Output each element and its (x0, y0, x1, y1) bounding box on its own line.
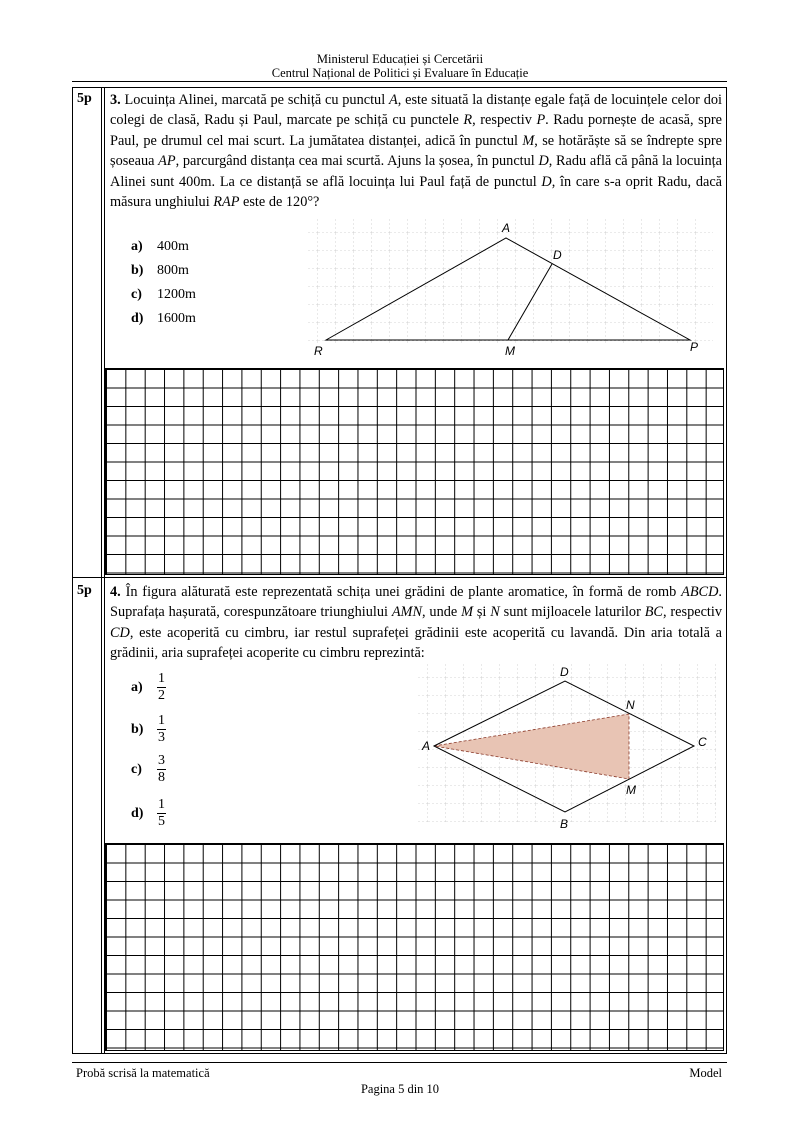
label-c: C (698, 735, 707, 749)
footer-right: Model (689, 1066, 722, 1080)
label-m: M (505, 344, 515, 358)
q4-option-b[interactable]: b) $\frac{1}{3}$ (131, 713, 165, 745)
q4-option-c[interactable]: c) $\frac{3}{8}$ (131, 753, 165, 785)
q4-option-d[interactable]: d) $\frac{1}{5}$ (131, 797, 165, 829)
label-p: P (690, 340, 699, 354)
header-ministry: Ministerul Educației și Cercetării (316, 52, 484, 66)
label-m: M (626, 783, 636, 797)
label-a: A (502, 221, 511, 235)
question-4-number: 4. (110, 584, 121, 600)
q4-option-a[interactable]: a) $\frac{1}{2}$ (131, 671, 165, 703)
footer-left: Probă scrisă la matematică (76, 1066, 210, 1080)
q4-answer-grid[interactable] (105, 843, 724, 1051)
label-b: B (560, 817, 569, 831)
q3-figure-grid (308, 217, 713, 345)
label-n: N (626, 698, 635, 712)
points-divider (101, 87, 102, 578)
question-4-points: 5p (77, 583, 92, 598)
question-3-points: 5p (77, 91, 92, 106)
question-3-text: 3. Locuința Alinei, marcată pe schiță cu punctul A, este situată la distanțe egale față de locuințele celor doi colegi de clasă, Radu și Paul, marcate pe schiță cu punctele R, respectiv P. Radu pornește de acasă, spre Paul, pe drumul cel mai scurt. La jumătatea distanței, adică în punctul M, se hotărăște să se îndrepte spre șoseaua AP, parcurgând distanța cea mai scurtă. Ajuns la șosea, în punctul D, Radu află că până la locuința Alinei sunt 400m. La ce distanță se află locuința lui Paul față de punctul D, în care s-a oprit Radu, dacă măsura unghiului RAP este de 120°? (110, 92, 723, 211)
question-3-number: 3. (110, 92, 121, 108)
footer-rule (72, 1062, 727, 1063)
q3-option-b[interactable]: b) 800m (131, 263, 189, 278)
q3-option-a[interactable]: a) 400m (131, 239, 189, 254)
q4-figure (410, 660, 720, 835)
q3-option-d[interactable]: d) 1600m (131, 311, 196, 326)
points-divider-q4 (101, 577, 102, 1054)
q3-option-c[interactable]: c) 1200m (131, 287, 196, 302)
label-d: D (560, 665, 569, 679)
header-center: Centrul Național de Politici și Evaluare în Educație (271, 66, 529, 80)
q3-figure (300, 215, 720, 365)
label-r: R (314, 344, 323, 358)
label-d: D (553, 248, 562, 262)
footer-page: Pagina 5 din 10 (360, 1082, 440, 1096)
label-a: A (422, 739, 431, 753)
question-4-text: 4. În figura alăturată este reprezentată schița unei grădini de plante aromatice, în formă de romb ABCD. Suprafața hașurată, corespunzătoare triunghiului AMN, unde M și N sunt mijloacele laturilor BC, respectiv CD, este acoperită cu cimbru, iar restul suprafeței grădinii este acoperită cu lavandă. Din aria totală a grădinii, aria suprafeței acoperite cu cimbru reprezintă: (110, 584, 723, 662)
header-rule (72, 81, 727, 82)
q3-answer-grid[interactable] (105, 368, 724, 575)
